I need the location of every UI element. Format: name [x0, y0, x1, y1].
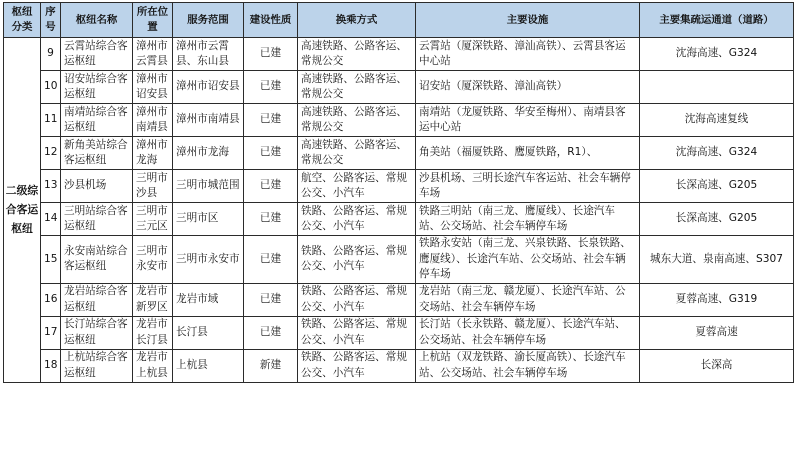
table-row — [4, 349, 794, 382]
header-transfer: 换乘方式 — [298, 3, 416, 38]
cell-name: 龙岩站综合客运枢纽 — [61, 283, 133, 316]
cell-nature: 已建 — [244, 71, 298, 104]
cell-nature: 已建 — [244, 170, 298, 203]
cell-channels: 沈海高速、G324 — [640, 38, 794, 71]
table-row — [4, 203, 794, 236]
cell-no: 17 — [41, 316, 61, 349]
cell-nature: 新建 — [244, 349, 298, 382]
cell-scope: 三明市永安市 — [173, 236, 244, 284]
cell-transfer: 铁路、公路客运、常规公交、小汽车 — [298, 349, 416, 382]
cell-facilities: 长汀站（长永铁路、赣龙厦）、长途汽车站、公交场站、社会车辆停车场 — [416, 316, 640, 349]
header-no: 序号 — [41, 3, 61, 38]
cell-location: 三明市三元区 — [133, 203, 173, 236]
cell-no: 13 — [41, 170, 61, 203]
cell-transfer: 航空、公路客运、常规公交、小汽车 — [298, 170, 416, 203]
header-scope: 服务范围 — [173, 3, 244, 38]
cell-no: 12 — [41, 137, 61, 170]
cell-channels: 沈海高速、G324 — [640, 137, 794, 170]
cell-location: 漳州市龙海 — [133, 137, 173, 170]
cell-scope: 漳州市南靖县 — [173, 104, 244, 137]
cell-name: 新角美站综合客运枢纽 — [61, 137, 133, 170]
cell-facilities: 沙县机场、三明长途汽车客运站、社会车辆停车场 — [416, 170, 640, 203]
cell-transfer: 铁路、公路客运、常规公交、小汽车 — [298, 283, 416, 316]
cell-facilities: 诏安站（厦深铁路、漳汕高铁） — [416, 71, 640, 104]
cell-nature: 已建 — [244, 38, 298, 71]
header-nature: 建设性质 — [244, 3, 298, 38]
cell-name: 三明站综合客运枢纽 — [61, 203, 133, 236]
cell-nature: 已建 — [244, 137, 298, 170]
cell-name: 沙县机场 — [61, 170, 133, 203]
table-row — [4, 283, 794, 316]
table-row — [4, 137, 794, 170]
header-location: 所在位置 — [133, 3, 173, 38]
cell-transfer: 高速铁路、公路客运、常规公交 — [298, 137, 416, 170]
cell-nature: 已建 — [244, 104, 298, 137]
cell-nature: 已建 — [244, 203, 298, 236]
cell-location: 三明市永安市 — [133, 236, 173, 284]
table-row — [4, 104, 794, 137]
cell-location: 漳州市云霄县 — [133, 38, 173, 71]
cell-scope: 漳州市诏安县 — [173, 71, 244, 104]
cell-nature: 已建 — [244, 236, 298, 284]
cell-location: 漳州市诏安县 — [133, 71, 173, 104]
cell-no: 15 — [41, 236, 61, 284]
cell-no: 9 — [41, 38, 61, 71]
table-row — [4, 38, 794, 71]
cell-nature: 已建 — [244, 316, 298, 349]
group-label: 二级综合客运枢纽 — [4, 38, 41, 383]
cell-channels: 城东大道、泉南高速、S307 — [640, 236, 794, 284]
cell-facilities: 云霄站（厦深铁路、漳汕高铁）、云霄县客运中心站 — [416, 38, 640, 71]
table-row — [4, 170, 794, 203]
cell-transfer: 铁路、公路客运、常规公交、小汽车 — [298, 236, 416, 284]
cell-transfer: 铁路、公路客运、常规公交、小汽车 — [298, 203, 416, 236]
header-facilities: 主要设施 — [416, 3, 640, 38]
cell-channels: 夏蓉高速、G319 — [640, 283, 794, 316]
cell-no: 10 — [41, 71, 61, 104]
cell-scope: 龙岩市域 — [173, 283, 244, 316]
header-channels: 主要集疏运通道（道路） — [640, 3, 794, 38]
cell-location: 龙岩市上杭县 — [133, 349, 173, 382]
cell-name: 云霄站综合客运枢纽 — [61, 38, 133, 71]
cell-nature: 已建 — [244, 283, 298, 316]
cell-name: 诏安站综合客运枢纽 — [61, 71, 133, 104]
cell-facilities: 铁路永安站（南三龙、兴泉铁路、长泉铁路、鹰厦线）、长途汽车站、公交场站、社会车辆停车场 — [416, 236, 640, 284]
cell-channels — [640, 71, 794, 104]
table-row — [4, 316, 794, 349]
cell-transfer: 高速铁路、公路客运、常规公交 — [298, 104, 416, 137]
cell-channels: 沈海高速复线 — [640, 104, 794, 137]
cell-scope: 长汀县 — [173, 316, 244, 349]
cell-channels: 长深高速、G205 — [640, 170, 794, 203]
cell-transfer: 铁路、公路客运、常规公交、小汽车 — [298, 316, 416, 349]
header-category: 枢纽分类 — [4, 3, 41, 38]
cell-name: 南靖站综合客运枢纽 — [61, 104, 133, 137]
table-row — [4, 71, 794, 104]
cell-name: 上杭站综合客运枢纽 — [61, 349, 133, 382]
hub-table — [3, 2, 794, 383]
cell-facilities: 铁路三明站（南三龙、鹰厦线）、长途汽车站、公交场站、社会车辆停车场 — [416, 203, 640, 236]
cell-scope: 漳州市云霄县、东山县 — [173, 38, 244, 71]
cell-scope: 三明市城范围 — [173, 170, 244, 203]
cell-no: 14 — [41, 203, 61, 236]
cell-no: 11 — [41, 104, 61, 137]
cell-channels: 夏蓉高速 — [640, 316, 794, 349]
cell-name: 长汀站综合客运枢纽 — [61, 316, 133, 349]
cell-facilities: 角美站（福厦铁路、鹰厦铁路，R1）、 — [416, 137, 640, 170]
cell-facilities: 南靖站（龙厦铁路、华安至梅州）、南靖县客运中心站 — [416, 104, 640, 137]
header-row — [4, 3, 794, 38]
table-row — [4, 236, 794, 284]
header-name: 枢纽名称 — [61, 3, 133, 38]
cell-location: 龙岩市长汀县 — [133, 316, 173, 349]
cell-scope: 三明市区 — [173, 203, 244, 236]
cell-facilities: 龙岩站（南三龙、赣龙厦）、长途汽车站、公交场站、社会车辆停车场 — [416, 283, 640, 316]
cell-scope: 上杭县 — [173, 349, 244, 382]
cell-name: 永安南站综合客运枢纽 — [61, 236, 133, 284]
cell-transfer: 高速铁路、公路客运、常规公交 — [298, 71, 416, 104]
cell-facilities: 上杭站（双龙铁路、渝长厦高铁）、长途汽车站、公交场站、社会车辆停车场 — [416, 349, 640, 382]
cell-scope: 漳州市龙海 — [173, 137, 244, 170]
cell-location: 三明市沙县 — [133, 170, 173, 203]
cell-channels: 长深高速、G205 — [640, 203, 794, 236]
cell-transfer: 高速铁路、公路客运、常规公交 — [298, 38, 416, 71]
cell-no: 16 — [41, 283, 61, 316]
cell-location: 漳州市南靖县 — [133, 104, 173, 137]
cell-no: 18 — [41, 349, 61, 382]
cell-location: 龙岩市新罗区 — [133, 283, 173, 316]
cell-channels: 长深高 — [640, 349, 794, 382]
